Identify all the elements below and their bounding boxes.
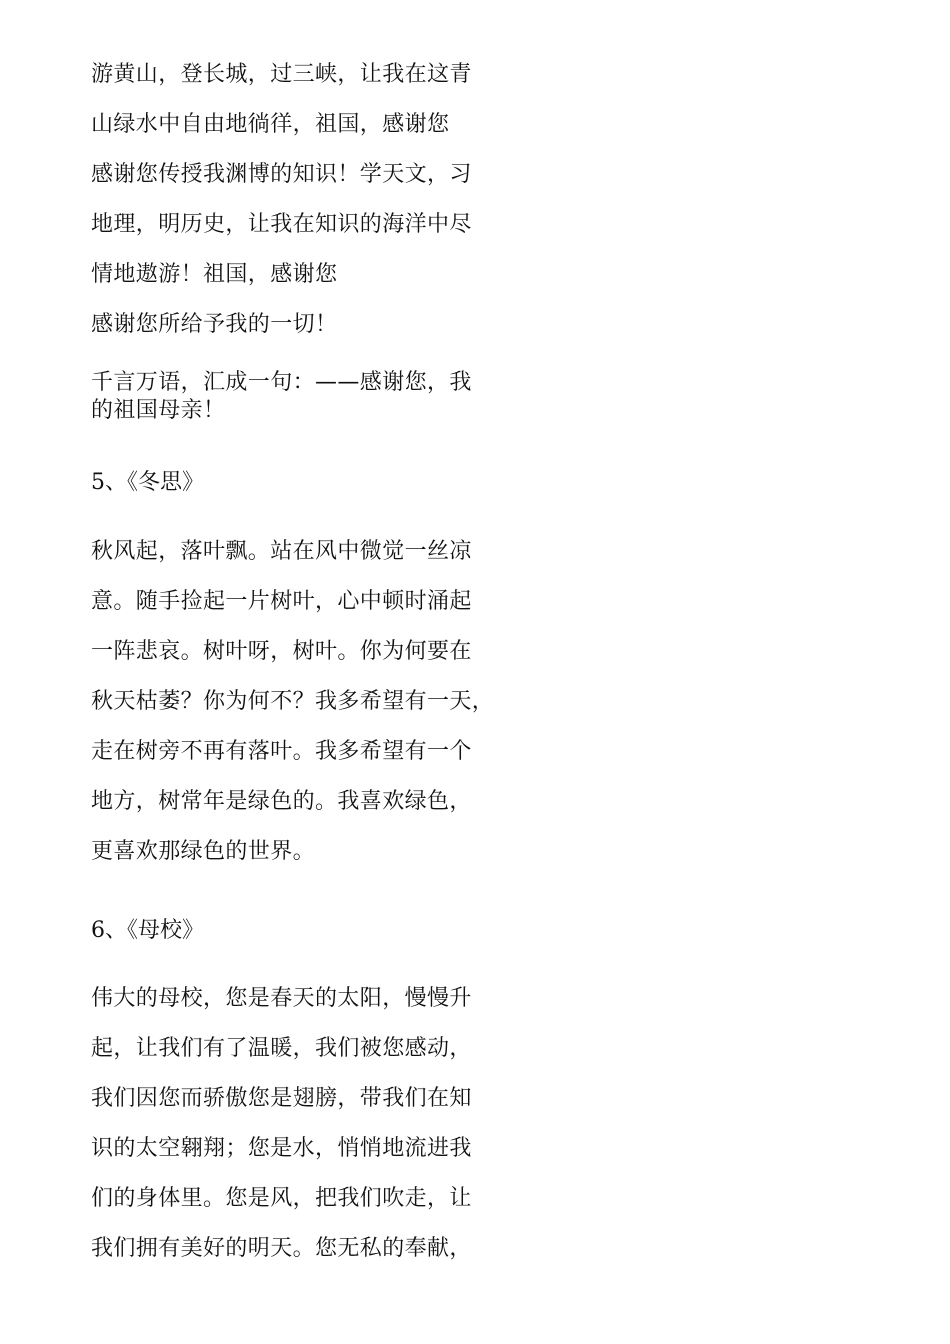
section-heading-5: 5、《冬思》 [91,470,204,495]
text-line: 伟大的母校，您是春天的太阳，慢慢升 [91,986,472,1011]
text-line: 感谢您所给予我的一切！ [91,312,338,337]
text-line: 们的身体里。您是风，把我们吹走，让 [91,1186,472,1211]
text-line: 识的太空翱翔；您是水，悄悄地流进我 [91,1136,472,1161]
text-line: 情地遨游！祖国，感谢您 [91,262,338,287]
text-line: 的祖国母亲！ [91,398,226,423]
text-line: 我们拥有美好的明天。您无私的奉献， [91,1236,472,1261]
text-line: 一阵悲哀。树叶呀，树叶。你为何要在 [91,639,472,664]
text-line: 秋天枯萎？你为何不？我多希望有一天， [91,689,495,714]
text-line: 感谢您传授我渊博的知识！学天文，习 [91,162,472,187]
text-line: 秋风起，落叶飘。站在风中微觉一丝凉 [91,539,472,564]
text-line: 走在树旁不再有落叶。我多希望有一个 [91,739,472,764]
text-line: 起，让我们有了温暖，我们被您感动， [91,1036,472,1061]
text-line: 地方，树常年是绿色的。我喜欢绿色， [91,789,472,814]
text-line: 更喜欢那绿色的世界。 [91,839,316,864]
text-line: 游黄山，登长城，过三峡，让我在这青 [91,62,472,87]
text-line: 千言万语，汇成一句：——感谢您，我 [91,370,472,395]
text-line: 地理，明历史，让我在知识的海洋中尽 [91,212,472,237]
text-line: 山绿水中自由地徜徉，祖国，感谢您 [91,112,450,137]
text-line: 我们因您而骄傲您是翅膀，带我们在知 [91,1086,472,1111]
section-heading-6: 6、《母校》 [91,918,204,943]
text-line: 意。随手捡起一片树叶，心中顿时涌起 [91,589,472,614]
